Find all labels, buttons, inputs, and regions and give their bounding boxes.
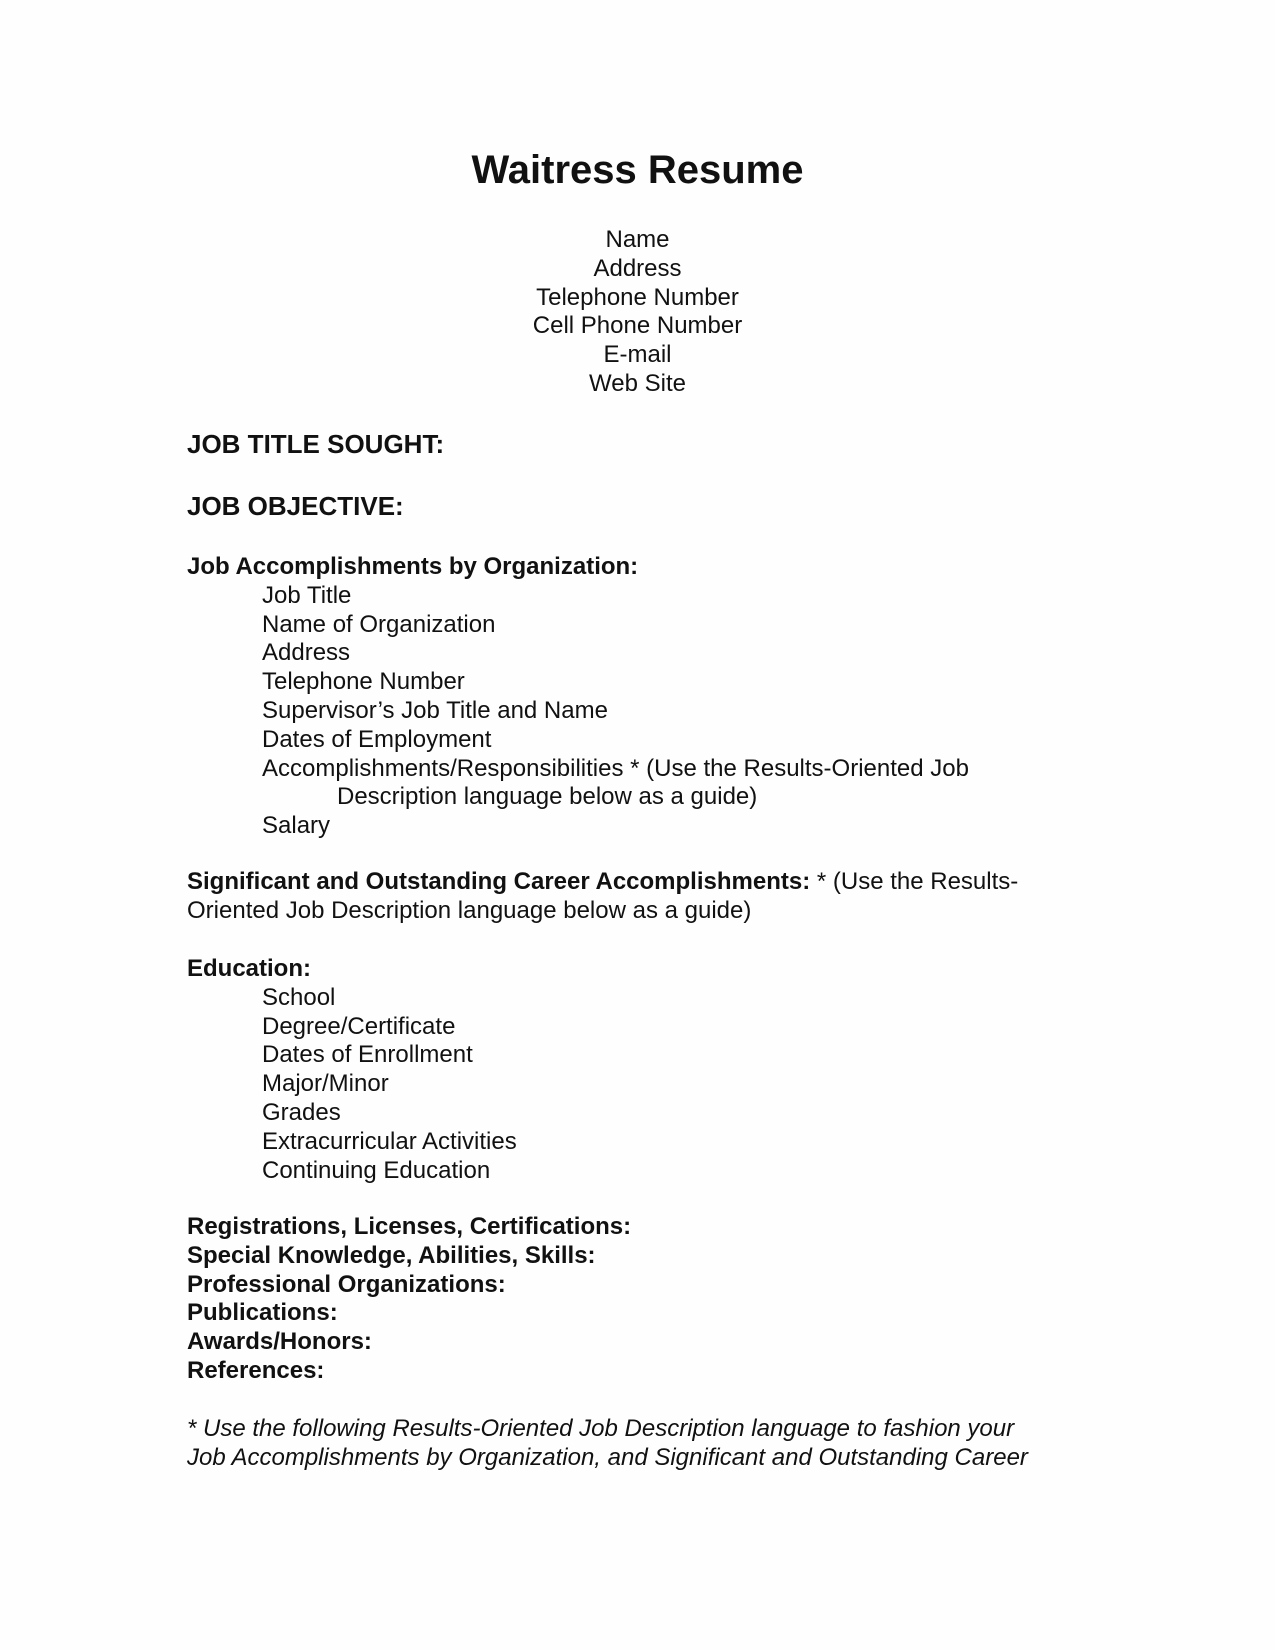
job-item: Dates of Employment bbox=[262, 725, 492, 753]
contact-address: Address bbox=[593, 254, 682, 282]
job-item: Accomplishments/Responsibilities * (Use the Results-Oriented Job bbox=[262, 754, 969, 782]
career-note: * (Use the Results- bbox=[810, 868, 1019, 895]
job-accomplishments-heading: Job Accomplishments by Organization: bbox=[187, 553, 639, 580]
contact-telephone: Telephone Number bbox=[536, 283, 739, 311]
footnote-line: Job Accomplishments by Organization, and Significant and Outstanding Career bbox=[187, 1443, 1028, 1471]
publications-heading: Publications: bbox=[187, 1299, 338, 1327]
education-item: Grades bbox=[262, 1098, 341, 1126]
contact-email: E-mail bbox=[603, 341, 672, 369]
education-section bbox=[187, 955, 1087, 1185]
education-item: Extracurricular Activities bbox=[262, 1127, 517, 1155]
professional-organizations-heading: Professional Organizations: bbox=[187, 1270, 506, 1298]
job-item: Address bbox=[262, 639, 351, 667]
footnote-line: * Use the following Results-Oriented Job Description language to fashion your bbox=[187, 1415, 1015, 1442]
job-item-salary: Salary bbox=[262, 812, 331, 840]
education-item: Continuing Education bbox=[262, 1156, 491, 1184]
contact-block bbox=[0, 226, 1275, 399]
contact-web-site: Web Site bbox=[589, 369, 686, 397]
career-note-continuation: Oriented Job Description language below as a guide) bbox=[187, 896, 752, 924]
footnote bbox=[187, 1415, 1087, 1473]
job-item-continuation: Description language below as a guide) bbox=[337, 783, 758, 811]
education-item: Degree/Certificate bbox=[262, 1012, 456, 1040]
job-objective-heading: JOB OBJECTIVE: bbox=[187, 491, 404, 521]
registrations-heading: Registrations, Licenses, Certifications: bbox=[187, 1213, 632, 1240]
career-section bbox=[187, 868, 1087, 926]
job-item: Supervisor’s Job Title and Name bbox=[262, 696, 608, 724]
education-item: Dates of Enrollment bbox=[262, 1041, 473, 1069]
contact-cell-phone: Cell Phone Number bbox=[532, 312, 743, 340]
education-heading: Education: bbox=[187, 955, 311, 982]
job-item: Name of Organization bbox=[262, 610, 496, 638]
job-item: Job Title bbox=[262, 581, 352, 609]
other-sections bbox=[187, 1213, 1087, 1386]
references-heading: References: bbox=[187, 1356, 325, 1384]
contact-name: Name bbox=[605, 226, 670, 253]
job-accomplishments-section bbox=[187, 553, 1087, 841]
skills-heading: Special Knowledge, Abilities, Skills: bbox=[187, 1241, 596, 1269]
education-item: School bbox=[262, 983, 336, 1011]
page-title: Waitress Resume bbox=[471, 148, 804, 192]
awards-heading: Awards/Honors: bbox=[187, 1328, 372, 1356]
job-title-sought-heading: JOB TITLE SOUGHT: bbox=[187, 429, 445, 459]
career-heading: Significant and Outstanding Career Accomplishments: bbox=[187, 868, 811, 895]
education-item: Major/Minor bbox=[262, 1070, 389, 1098]
job-item: Telephone Number bbox=[262, 668, 465, 696]
